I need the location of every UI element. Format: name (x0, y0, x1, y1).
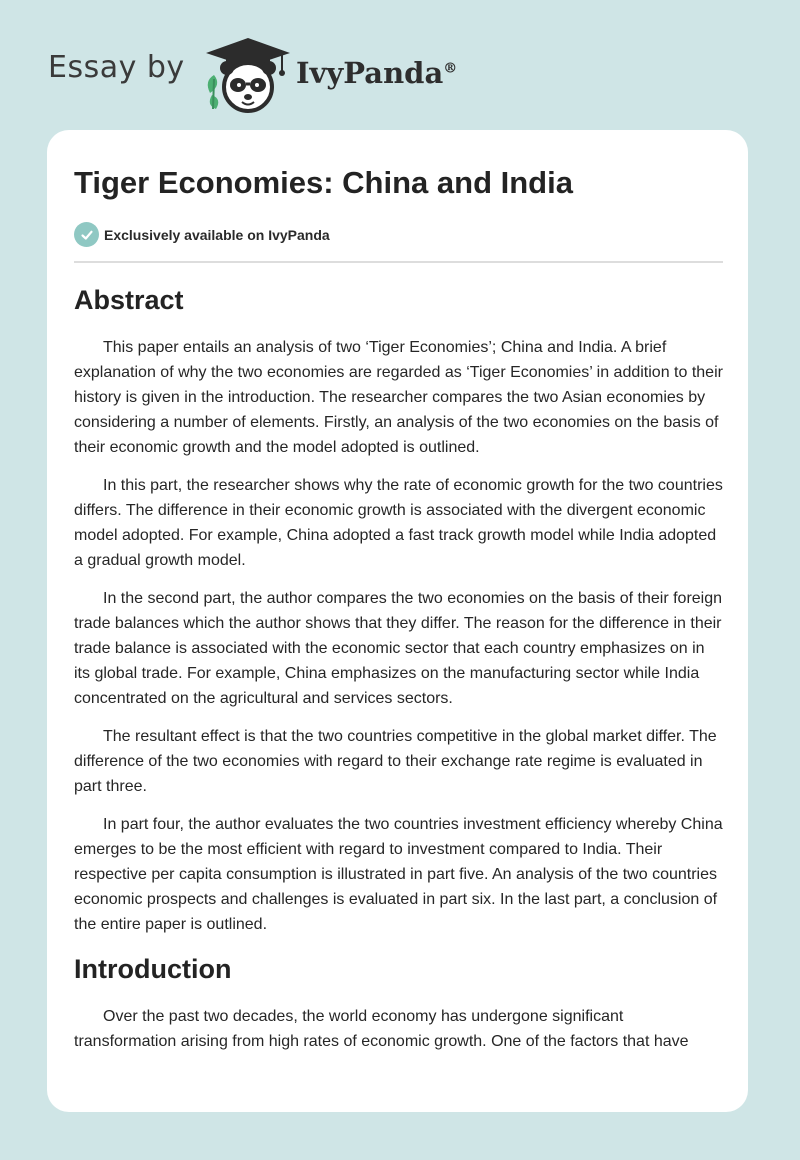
brand-name[interactable]: IvyPanda® (296, 56, 458, 90)
paragraph: Over the past two decades, the world economy has undergone significant transformation arising from high rates of economic growth. One of the factors that have (74, 1008, 689, 1050)
check-circle-icon (74, 222, 99, 247)
paragraph: This paper entails an analysis of two ‘Tiger Economies’; China and India. A brief explanation of why the two economies are regarded as ‘Tiger Economies’ in addition to their history is given in the introduction. The researcher compares the two Asian economies by considering a number of elements. Firstly, an analysis of the two economies on the basis of their economic growth and the model adopted is outlined. (74, 339, 723, 456)
badge-label: Exclusively available on IvyPanda (104, 226, 330, 243)
page-title: Tiger Economies: China and India (74, 165, 573, 200)
divider (74, 261, 723, 263)
paragraph: In this part, the researcher shows why the rate of economic growth for the two countries differs. The difference in their economic growth is associated with the divergent economic model adopted. For example, China adopted a fast track growth model while India adopted a gradual growth model. (74, 477, 723, 569)
introduction-heading: Introduction (74, 954, 232, 984)
essay-content (74, 282, 724, 1067)
paragraph: The resultant effect is that the two countries competitive in the global market differ. The difference of the two economies with regard to their exchange rate regime is evaluated in part three. (74, 728, 717, 795)
panda-graduate-icon[interactable] (202, 35, 294, 115)
essay-by-label: Essay by (48, 50, 185, 85)
paragraph: In the second part, the author compares the two economies on the basis of their foreign trade balances which the author shows that they differ. The reason for the difference in their trade balance is associated with the economic sector that each country emphasizes on in its global trade. For example, China emphasizes on the manufacturing sector while India concentrated on the agricultural and services sectors. (74, 590, 723, 707)
exclusive-badge (74, 222, 330, 247)
abstract-heading: Abstract (74, 285, 184, 315)
essay-card (47, 130, 748, 1112)
paragraph: In part four, the author evaluates the two countries investment efficiency whereby China emerges to be the most efficient with regard to investment compared to India. Their respective per capita consumption is illustrated in part five. An analysis of the two countries economic prospects and challenges is evaluated in part six. In the last part, a conclusion of the entire paper is outlined. (74, 816, 723, 933)
registered-mark: ® (443, 60, 458, 77)
